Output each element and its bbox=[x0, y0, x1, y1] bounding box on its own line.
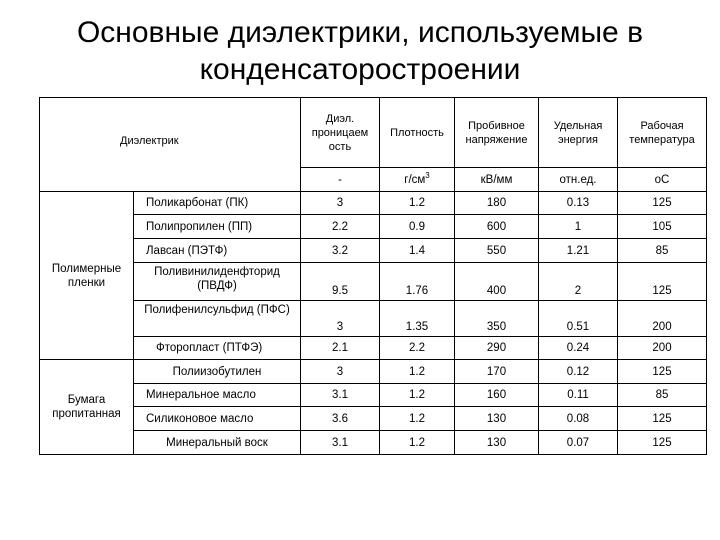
row-name: Лавсан (ПЭТФ) bbox=[134, 239, 301, 263]
table-row bbox=[40, 192, 707, 215]
row-temp: 125 bbox=[618, 360, 707, 384]
header-dielectric-label: Диэлектрик bbox=[120, 134, 179, 147]
row-name: Полиизобутилен bbox=[134, 360, 301, 384]
header-dielectric bbox=[40, 98, 301, 192]
table-row bbox=[40, 407, 707, 431]
header-working-temp: Рабочая температура bbox=[618, 98, 707, 168]
row-permittivity: 3.2 bbox=[301, 239, 380, 263]
row-density: 0.9 bbox=[380, 215, 455, 239]
unit-density-superscript: 3 bbox=[425, 170, 430, 180]
row-energy: 0.07 bbox=[539, 431, 618, 455]
row-energy: 0.08 bbox=[539, 407, 618, 431]
row-temp: 85 bbox=[618, 384, 707, 407]
unit-specific-energy: отн.ед. bbox=[539, 168, 618, 192]
row-breakdown: 350 bbox=[455, 301, 539, 337]
row-breakdown: 400 bbox=[455, 263, 539, 301]
row-temp: 105 bbox=[618, 215, 707, 239]
row-permittivity: 3 bbox=[301, 192, 380, 215]
row-breakdown: 600 bbox=[455, 215, 539, 239]
row-name: Поливинилиденфторид (ПВДФ) bbox=[134, 263, 301, 301]
row-permittivity: 3.1 bbox=[301, 431, 380, 455]
row-permittivity: 2.1 bbox=[301, 337, 380, 360]
row-energy: 0.51 bbox=[539, 301, 618, 337]
row-breakdown: 130 bbox=[455, 407, 539, 431]
slide-title bbox=[0, 14, 720, 88]
row-permittivity: 3.1 bbox=[301, 384, 380, 407]
row-permittivity: 3 bbox=[301, 360, 380, 384]
row-name: Поликарбонат (ПК) bbox=[134, 192, 301, 215]
dielectrics-table bbox=[39, 97, 707, 455]
row-energy: 2 bbox=[539, 263, 618, 301]
table-header-row bbox=[40, 98, 707, 168]
slide-title-line-1: Основные диэлектрики, используемые в bbox=[76, 16, 644, 49]
row-temp: 85 bbox=[618, 239, 707, 263]
row-density: 1.76 bbox=[380, 263, 455, 301]
table-row bbox=[40, 301, 707, 337]
row-name: Полифенилсульфид (ПФС) bbox=[134, 301, 301, 337]
row-energy: 0.13 bbox=[539, 192, 618, 215]
row-density: 1.2 bbox=[380, 192, 455, 215]
slide-title-line-2: конденсаторостроении bbox=[199, 53, 521, 86]
table-row bbox=[40, 360, 707, 384]
group-polymer-films bbox=[40, 192, 134, 360]
group-impregnated-paper bbox=[40, 360, 134, 455]
header-permittivity: Диэл. проницаем ость bbox=[301, 98, 380, 168]
row-energy: 0.12 bbox=[539, 360, 618, 384]
header-breakdown: Пробивное напряжение bbox=[455, 98, 539, 168]
group-impregnated-paper-label: Бумага пропитанная bbox=[52, 394, 121, 420]
row-temp: 125 bbox=[618, 192, 707, 215]
row-density: 1.2 bbox=[380, 431, 455, 455]
row-breakdown: 170 bbox=[455, 360, 539, 384]
unit-breakdown: кВ/мм bbox=[455, 168, 539, 192]
unit-working-temp: оС bbox=[618, 168, 707, 192]
row-permittivity: 3.6 bbox=[301, 407, 380, 431]
row-temp: 125 bbox=[618, 431, 707, 455]
table-row bbox=[40, 384, 707, 407]
row-breakdown: 290 bbox=[455, 337, 539, 360]
row-energy: 0.11 bbox=[539, 384, 618, 407]
row-permittivity: 3 bbox=[301, 301, 380, 337]
table-row bbox=[40, 215, 707, 239]
row-breakdown: 160 bbox=[455, 384, 539, 407]
table-row bbox=[40, 337, 707, 360]
unit-density-text: г/см bbox=[404, 173, 426, 186]
row-density: 1.4 bbox=[380, 239, 455, 263]
row-temp: 125 bbox=[618, 263, 707, 301]
unit-permittivity: - bbox=[301, 168, 380, 192]
row-permittivity: 2.2 bbox=[301, 215, 380, 239]
row-temp: 125 bbox=[618, 407, 707, 431]
row-breakdown: 130 bbox=[455, 431, 539, 455]
row-density: 1.2 bbox=[380, 360, 455, 384]
row-breakdown: 550 bbox=[455, 239, 539, 263]
row-density: 1.35 bbox=[380, 301, 455, 337]
row-name: Силиконовое масло bbox=[134, 407, 301, 431]
row-temp: 200 bbox=[618, 337, 707, 360]
group-polymer-films-label: Полимерные пленки bbox=[51, 262, 122, 289]
row-name: Фторопласт (ПТФЭ) bbox=[134, 337, 301, 360]
row-permittivity: 9.5 bbox=[301, 263, 380, 301]
row-name: Полипропилен (ПП) bbox=[134, 215, 301, 239]
header-specific-energy: Удельная энергия bbox=[539, 98, 618, 168]
row-name: Минеральный воск bbox=[134, 431, 301, 455]
row-temp: 200 bbox=[618, 301, 707, 337]
table-row bbox=[40, 263, 707, 301]
row-breakdown: 180 bbox=[455, 192, 539, 215]
table-row bbox=[40, 239, 707, 263]
row-energy: 1.21 bbox=[539, 239, 618, 263]
header-density: Плотность bbox=[380, 98, 455, 168]
row-density: 1.2 bbox=[380, 407, 455, 431]
row-energy: 0.24 bbox=[539, 337, 618, 360]
row-density: 2.2 bbox=[380, 337, 455, 360]
row-density: 1.2 bbox=[380, 384, 455, 407]
unit-density bbox=[380, 168, 455, 192]
row-energy: 1 bbox=[539, 215, 618, 239]
table-row bbox=[40, 431, 707, 455]
row-name: Минеральное масло bbox=[134, 384, 301, 407]
